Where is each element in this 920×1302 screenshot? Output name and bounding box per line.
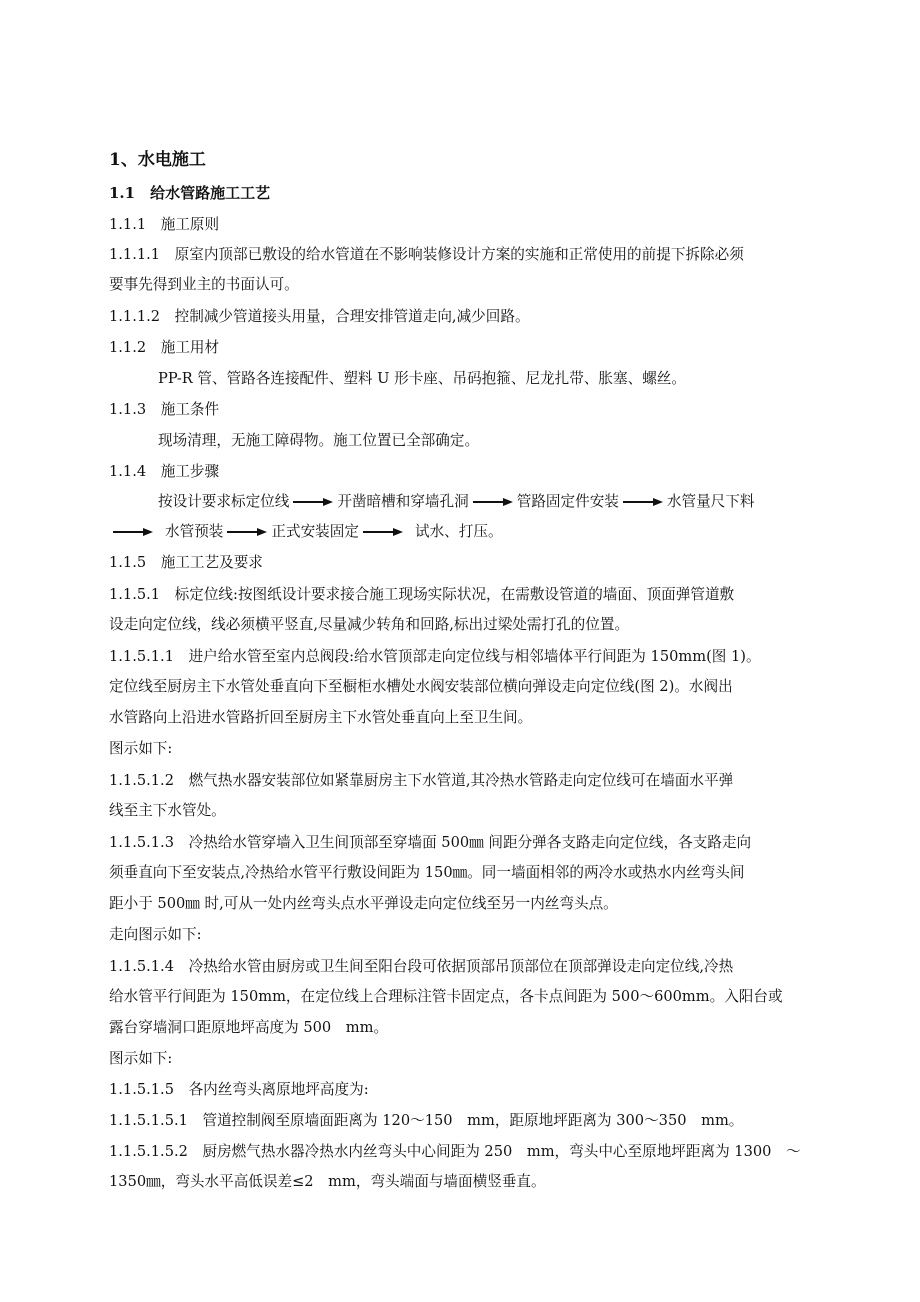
steps-flow-line1 (158, 492, 754, 512)
step-3: 管路固定件安装 (516, 493, 619, 510)
para-1-1-5-1-1-line2: 定位线至厨房主下水管处垂直向下至橱柜水槽处水阀安装部位横向弹设走向定位线(图 2)。水阀出 (109, 678, 733, 695)
step-6: 正式安装固定 (271, 523, 359, 540)
para-1-1-5-1-line1: 1.1.5.1 标定位线:按图纸设计要求接合施工现场实际状况，在需敷设管道的墙面、顶面弹管道敷 (109, 586, 735, 603)
para-1-1-5-1-5: 1.1.5.1.5 各内丝弯头离原地坪高度为: (109, 1081, 369, 1098)
para-1-1-1-1-line1: 1.1.1.1 原室内顶部已敷设的给水管道在不影响装修设计方案的实施和正常使用的前提下拆除必须 (109, 246, 744, 263)
arrow-right-icon (473, 497, 513, 507)
para-1-1-5-1-3-line3: 距小于 500㎜ 时,可从一处内丝弯头点水平弹设走向定位线至另一内丝弯头点。 (109, 895, 618, 912)
section-1-1-5: 1.1.5 施工工艺及要求 (109, 554, 263, 571)
arrow-right-icon (113, 527, 153, 537)
step-7: 试水、打压。 (414, 523, 503, 540)
section-1-1-4: 1.1.4 施工步骤 (109, 463, 220, 480)
section-1-1-1: 1.1.1 施工原则 (109, 216, 220, 233)
section-1-1-3: 1.1.3 施工条件 (109, 401, 220, 418)
figure-caption-3: 图示如下: (109, 1050, 173, 1067)
para-1-1-5-1-2-line1: 1.1.5.1.2 燃气热水器安装部位如紧靠厨房主下水管道,其冷热水管路走向定位线可在墙面水平弹 (109, 772, 734, 789)
para-1-1-1-2: 1.1.1.2 控制减少管道接头用量，合理安排管道走向,减少回路。 (109, 308, 530, 325)
arrow-right-icon (363, 527, 403, 537)
heading-2: 1.1 给水管路施工工艺 (109, 184, 271, 202)
steps-flow-line2 (109, 522, 503, 542)
para-1-1-5-1-5-1: 1.1.5.1.5.1 管道控制阀至原墙面距离为 120～150 mm，距原地坪距离为 300～350 mm。 (109, 1112, 744, 1129)
para-1-1-1-1-line2: 要事先得到业主的书面认可。 (109, 276, 299, 293)
arrow-right-icon (623, 497, 663, 507)
step-5: 水管预装 (165, 523, 224, 540)
arrow-right-icon (293, 497, 333, 507)
conditions-text: 现场清理，无施工障碍物。施工位置已全部确定。 (158, 432, 480, 449)
section-1-1-2: 1.1.2 施工用材 (109, 339, 220, 356)
para-1-1-5-1-4-line2: 给水管平行间距为 150mm，在定位线上合理标注管卡固定点，各卡点间距为 500～600mm。入阳台或 (109, 988, 783, 1005)
para-1-1-5-1-line2: 设走向定位线，线必须横平竖直,尽量减少转角和回路,标出过梁处需打孔的位置。 (109, 616, 630, 633)
heading-1: 1、水电施工 (109, 150, 206, 170)
step-1: 按设计要求标定位线 (158, 493, 290, 510)
para-1-1-5-1-5-2-line2: 1350㎜，弯头水平高低误差≤2 mm，弯头端面与墙面横竖垂直。 (109, 1173, 546, 1190)
figure-caption-2: 走向图示如下: (109, 926, 202, 943)
figure-caption-1: 图示如下: (109, 740, 173, 757)
materials-text: PP-R 管、管路各连接配件、塑料 U 形卡座、吊码抱箍、尼龙扎带、胀塞、螺丝。 (158, 370, 686, 387)
arrow-right-icon (227, 527, 267, 537)
para-1-1-5-1-1-line1: 1.1.5.1.1 进户给水管至室内总阀段:给水管顶部走向定位线与相邻墙体平行间距为 150mm(图 1)。 (109, 648, 761, 665)
para-1-1-5-1-5-2-line1: 1.1.5.1.5.2 厨房燃气热水器冷热水内丝弯头中心间距为 250 mm，弯头中心至原地坪距离为 1300 ～ (109, 1143, 801, 1160)
para-1-1-5-1-3-line1: 1.1.5.1.3 冷热给水管穿墙入卫生间顶部至穿墙面 500㎜ 间距分弹各支路走向定位线，各支路走向 (109, 834, 752, 851)
para-1-1-5-1-4-line3: 露台穿墙洞口距原地坪高度为 500 mm。 (109, 1019, 389, 1036)
para-1-1-5-1-4-line1: 1.1.5.1.4 冷热给水管由厨房或卫生间至阳台段可依据顶部吊顶部位在顶部弹设走向定位线,冷热 (109, 958, 734, 975)
para-1-1-5-1-1-line3: 水管路向上沿进水管路折回至厨房主下水管处垂直向上至卫生间。 (109, 709, 533, 726)
para-1-1-5-1-2-line2: 线至主下水管处。 (109, 802, 226, 819)
step-2: 开凿暗槽和穿墙孔洞 (337, 493, 469, 510)
para-1-1-5-1-3-line2: 须垂直向下至安装点,冷热给水管平行敷设间距为 150㎜。同一墙面相邻的两冷水或热水内丝弯头间 (109, 864, 745, 881)
step-4: 水管量尺下料 (666, 493, 755, 510)
